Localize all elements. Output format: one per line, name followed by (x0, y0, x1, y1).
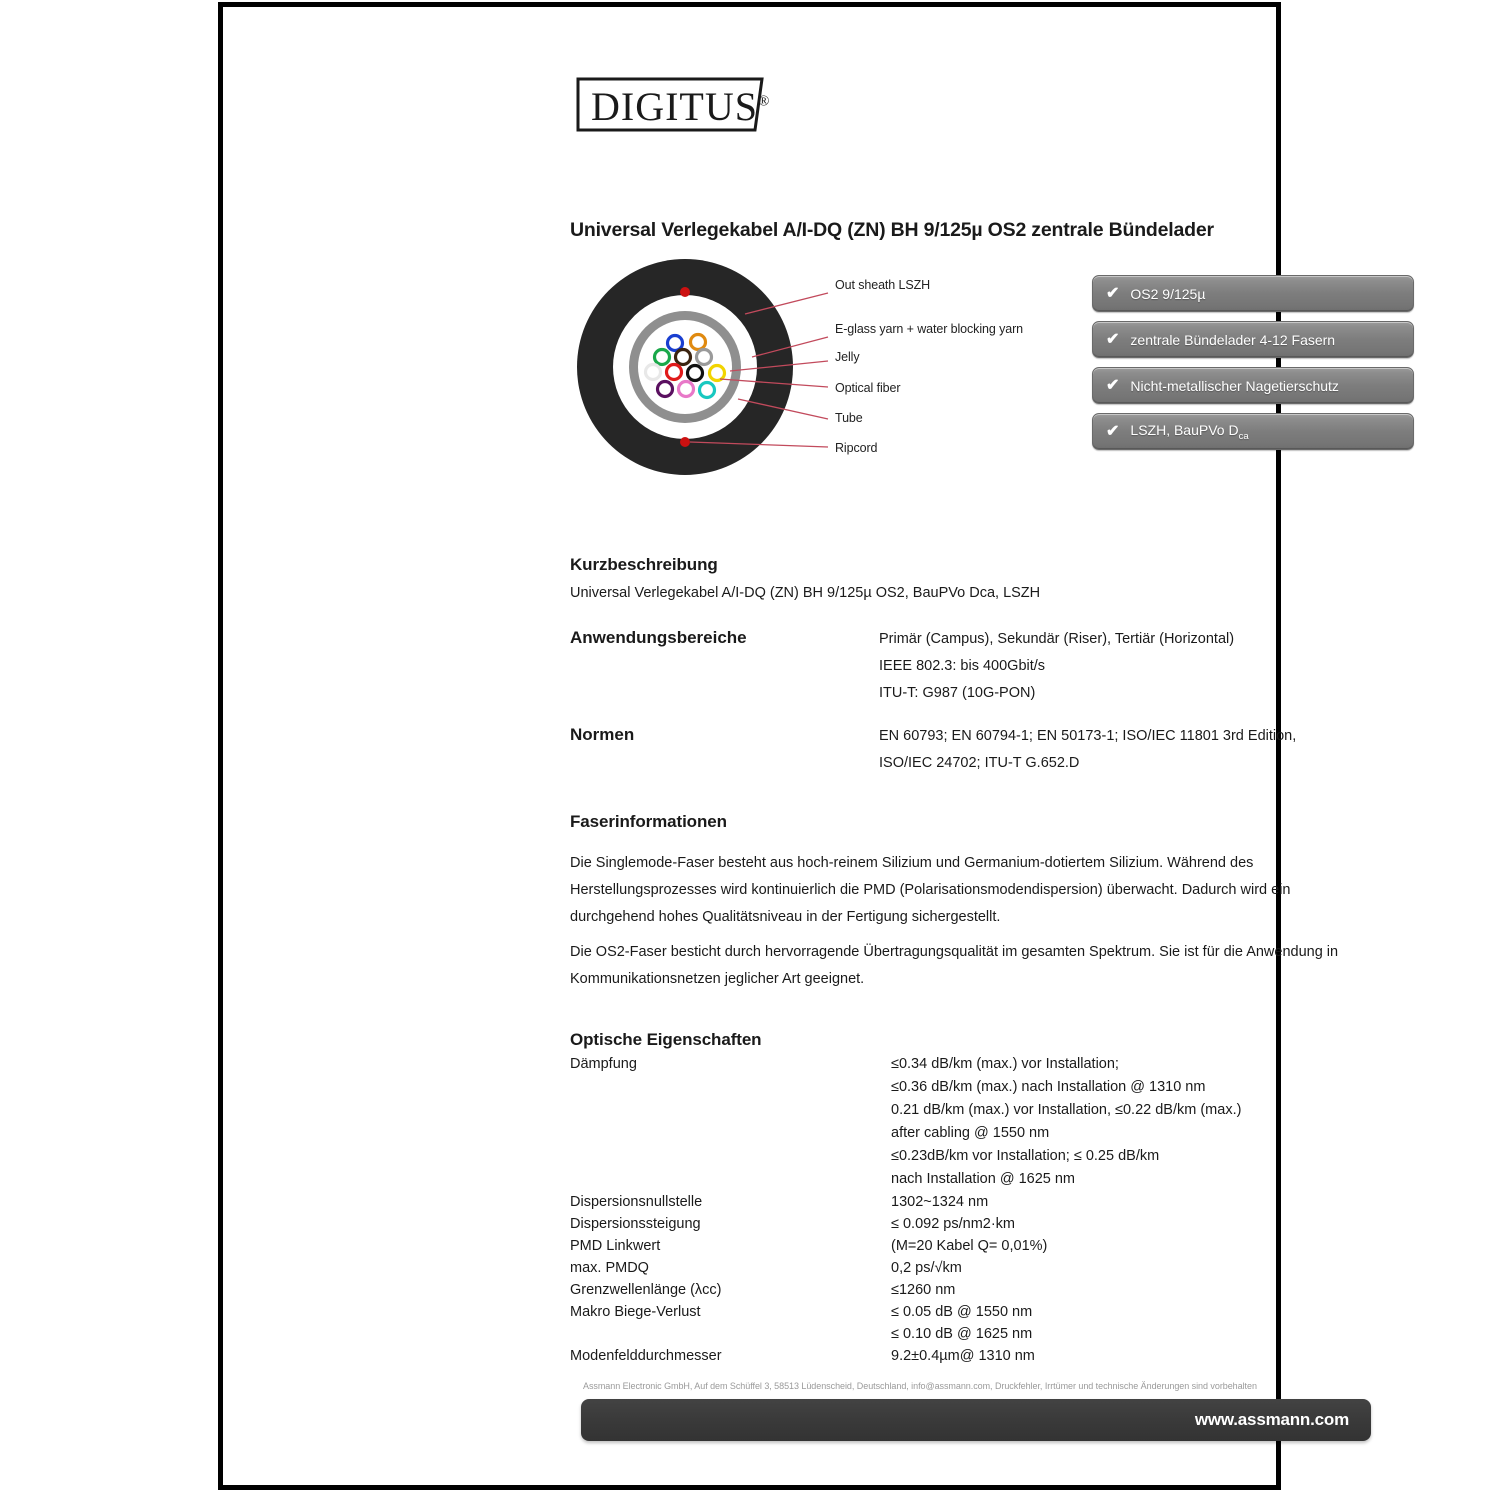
footer-bar (581, 1399, 1371, 1441)
ripcord-top-dot (680, 287, 690, 297)
optical-row-value: nach Installation @ 1625 nm (891, 1171, 1075, 1187)
callout-out-sheath: Out sheath LSZH (835, 278, 931, 292)
feature-badge-lszh[interactable] (1092, 413, 1414, 450)
check-icon: ✔ (1106, 330, 1120, 348)
standards-line: ISO/IEC 24702; ITU-T G.652.D (879, 755, 1080, 771)
feature-badge-label: Nicht-metallischer Nagetierschutz (1130, 377, 1339, 394)
standards-line: EN 60793; EN 60794-1; EN 50173-1; ISO/IEC 11801 3rd Edition, (879, 728, 1297, 744)
document-page (218, 2, 1349, 1490)
callout-e-glass-yarn: E-glass yarn + water blocking yarn (835, 322, 1024, 336)
short-description-heading: Kurzbeschreibung (570, 555, 718, 574)
footer-website-url[interactable]: www.assmann.com (1194, 1410, 1349, 1429)
optical-row-label: Dämpfung (570, 1056, 637, 1072)
feature-badge-label: zentrale Bündelader 4-12 Fasern (1130, 331, 1336, 348)
optical-row-label: PMD Linkwert (570, 1238, 661, 1254)
ripcord-bottom-dot (680, 437, 690, 447)
optical-row-label: Dispersionsnullstelle (570, 1194, 703, 1210)
callout-ripcord: Ripcord (835, 441, 878, 455)
optical-row-value: ≤ 0.05 dB @ 1550 nm (891, 1304, 1033, 1320)
diagram-callout-labels (835, 259, 1095, 459)
applications-line: IEEE 802.3: bis 400Gbit/s (879, 658, 1046, 674)
optical-row-value: ≤ 0.092 ps/nm2·km (891, 1216, 1016, 1232)
page-title: Universal Verlegekabel A/I-DQ (ZN) BH 9/125µ OS2 zentrale Bündelader (570, 219, 1214, 241)
optical-row-value: 0.21 dB/km (max.) vor Installation, ≤0.22 dB/km (max.) (891, 1102, 1242, 1118)
optical-row-value: ≤1260 nm (891, 1282, 956, 1298)
optical-row-value: after cabling @ 1550 nm (891, 1125, 1050, 1141)
optical-row-label: Modenfelddurchmesser (570, 1348, 722, 1364)
feature-badge-nagetierschutz[interactable] (1092, 367, 1414, 404)
optical-row-value: ≤ 0.10 dB @ 1625 nm (891, 1326, 1033, 1342)
fiber-info-paragraph-2: Die OS2-Faser besticht durch hervorragende Übertragungsqualität im gesamten Spektrum. Sie ist für die Anwendung in Kommunikationsnetzen jeglicher Art geeignet. (570, 944, 1339, 987)
callout-jelly: Jelly (835, 350, 860, 364)
optical-row-value: ≤0.36 dB/km (max.) nach Installation @ 1310 nm (891, 1079, 1206, 1095)
optical-row-value: ≤0.34 dB/km (max.) vor Installation; (891, 1056, 1119, 1072)
applications-line: Primär (Campus), Sekundär (Riser), Tertiär (Horizontal) (879, 631, 1235, 647)
feature-badge-os2[interactable] (1092, 275, 1414, 312)
standards-heading: Normen (570, 725, 635, 744)
applications-line: ITU-T: G987 (10G-PON) (879, 685, 1036, 701)
optical-row-value: 0,2 ps/√km (891, 1260, 962, 1276)
feature-badge-label: LSZH, BauPVo $D_{ca}$ (1130, 421, 1249, 442)
callout-tube: Tube (835, 411, 863, 425)
optical-row-value: (M=20 Kabel Q= 0,01%) (891, 1238, 1048, 1254)
optical-row-label: Makro Biege-Verlust (570, 1304, 701, 1320)
check-icon: ✔ (1106, 422, 1120, 440)
fiber-info-paragraph-1: Die Singlemode-Faser besteht aus hoch-reinem Silizium und Germanium-dotiertem Silizium. Während des Herstellungsprozesses wird kontinuierlich die PMD (Polarisationsmodendispersion) überwacht. Dadurch wird ein durchgehend hohes Qualitätsniveau in der Fertigung sichergestellt. (570, 855, 1291, 925)
optical-row-label: Grenzwellenlänge (λcc) (570, 1282, 722, 1298)
check-icon: ✔ (1106, 376, 1120, 394)
optical-properties-heading: Optische Eigenschaften (570, 1030, 762, 1049)
check-icon: ✔ (1106, 284, 1120, 302)
callout-optical-fiber: Optical fiber (835, 381, 901, 395)
short-description-text: Universal Verlegekabel A/I-DQ (ZN) BH 9/125µ OS2, BauPVo Dca, LSZH (570, 585, 1041, 601)
optical-row-value: 1302~1324 nm (891, 1194, 989, 1210)
optical-row-label: max. PMDQ (570, 1260, 649, 1276)
footer-legal-note: Assmann Electronic GmbH, Auf dem Schüffel 3, 58513 Lüdenscheid, Deutschland, info@assmann.com, Druckfehler, Irrtümer und technische Änderungen sind vorbehalten (583, 1381, 1257, 1391)
optical-row-label: Dispersionssteigung (570, 1216, 701, 1232)
optical-row-value: ≤0.23dB/km vor Installation; ≤ 0.25 dB/km (891, 1148, 1160, 1164)
applications-heading: Anwendungsbereiche (570, 628, 747, 647)
feature-badge-label: OS2 9/125µ (1130, 285, 1206, 302)
fiber-info-heading: Faserinformationen (570, 812, 727, 831)
feature-badge-buendelader[interactable] (1092, 321, 1414, 358)
optical-row-value: 9.2±0.4µm@ 1310 nm (891, 1348, 1035, 1364)
logo-wordmark: DIGITUS® (591, 84, 771, 129)
feature-badge-list (1092, 275, 1414, 459)
